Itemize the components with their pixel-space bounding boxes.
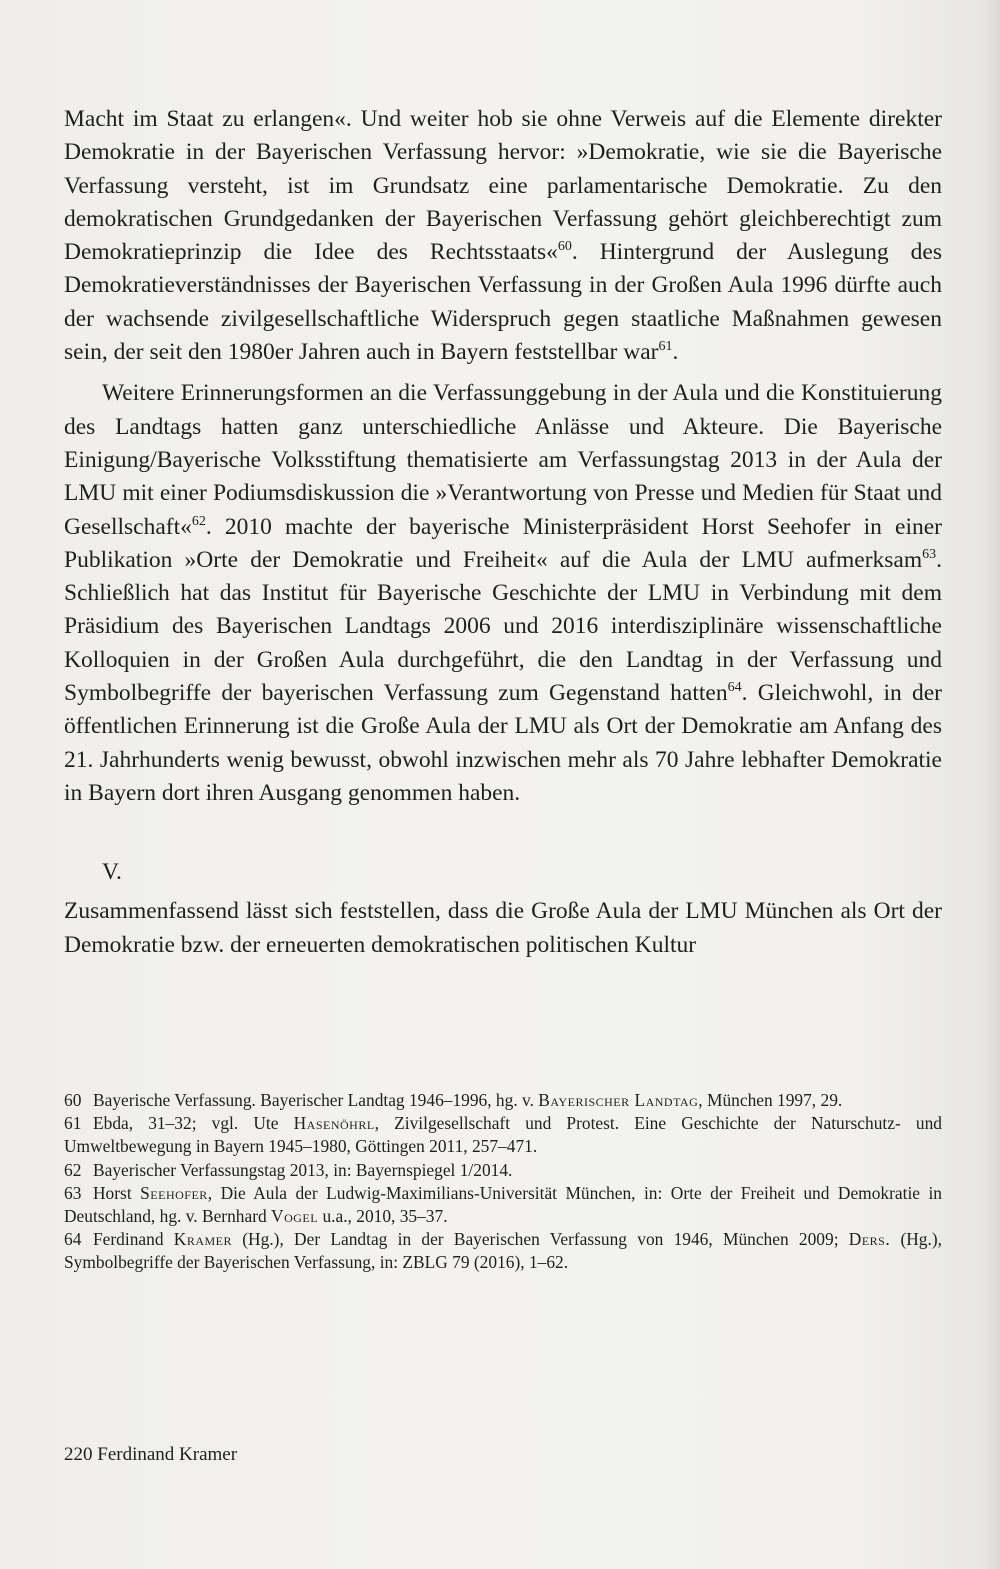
paragraph-2-text-end: . Gleichwohl, in der öffentlichen Erinnerung ist die Große Aula der LMU als Ort der Demokratie am Anfang des 21. Jahrhunderts wenig bewusst, obwohl inzwischen mehr als 70 Jahre lebhafter Demokratie in Bayern dort ihren Ausgang genommen haben. [64, 680, 942, 806]
footnote-number: 62 [64, 1159, 82, 1180]
footnote-number: 63 [64, 1182, 82, 1203]
footnote-author: Seehofer [140, 1182, 208, 1203]
footnote-text: Ebda, 31–32; vgl. Ute [93, 1113, 294, 1134]
footnote-text: Bayerische Verfassung. Bayerischer Landtag 1946–1996, hg. v. [93, 1090, 539, 1110]
footnote-ref-64[interactable]: 64 [727, 680, 742, 696]
footnote-ref-61[interactable]: 61 [658, 339, 673, 355]
footnote-number: 64 [64, 1229, 82, 1250]
paragraph-2-text-c: . Schließlich hat das Institut für Bayerische Geschichte der LMU in Verbindung mit dem Präsidium des Bayerischen Landtags 2006 und 2016 interdisziplinäre wissenschaftliche Kolloquien in der Großen Aula durchgeführt, die den Landtag in der Verfassung und Symbolbegriffe der bayerischen Verfassung zum Gegenstand hatten [64, 546, 942, 707]
paragraph-2-text-b: . 2010 machte der bayerische Ministerpräsident Horst Seehofer in einer Publikation »Orte der Demokratie und Freiheit« auf die Aula der LMU aufmerksam [64, 513, 942, 573]
page-number: 220 [64, 1444, 93, 1465]
footnote-text: (Hg.), Der Landtag in der Bayerischen Verfassung von 1946, München 2009; [232, 1229, 849, 1250]
footnote-text: (Hg.), Symbolbegriffe der Bayerischen Verfassung, in: ZBLG 79 (2016), 1–62. [64, 1229, 942, 1273]
footnote-author: Bayerischer Landtag [538, 1090, 699, 1110]
footnote-text: Horst [93, 1182, 141, 1203]
section-heading: V. [102, 859, 122, 886]
footnote [64, 1112, 942, 1158]
footnote-author: Ders. [848, 1229, 891, 1250]
paragraph-1 [64, 103, 942, 369]
footnote-text: , Die Aula der Ludwig-Maximilians-Universität München, in: Orte der Freiheit und Demokratie in Deutschland, hg. v. Bernhard [64, 1182, 942, 1227]
footnote-author: Hasenöhrl [293, 1113, 375, 1134]
footnote-ref-63[interactable]: 63 [922, 547, 937, 563]
footnote-text: u.a., 2010, 35–37. [318, 1206, 448, 1227]
footnotes [64, 1089, 942, 1275]
footnote [64, 1228, 942, 1274]
footnote-number: 61 [64, 1113, 82, 1134]
paragraph-1-text-b: . Hintergrund der Auslegung des Demokratieverständnisses der Bayerischen Verfassung in der Großen Aula 1996 dürfte auch der wachsende zivilgesellschaftliche Widerspruch gegen staatliche Maßnahmen gewesen sein, der seit den 1980er Jahren auch in Bayern feststellbar war [64, 239, 942, 366]
main-text [64, 103, 942, 962]
footnote [64, 1089, 942, 1112]
footnote-text: , Zivilgesellschaft und Protest. Eine Geschichte der Naturschutz- und Umweltbewegung in Bayern 1945–1980, Göttingen 2011, 257–471. [64, 1113, 942, 1157]
footnote [64, 1182, 942, 1228]
page-edge-shadow [982, 0, 1000, 1569]
page-footer [64, 1443, 237, 1467]
running-author: Ferdinand Kramer [97, 1444, 238, 1465]
footnote-ref-60[interactable]: 60 [557, 239, 572, 255]
paragraph-2-text-a: Weitere Erinnerungsformen an die Verfassunggebung in der Aula und die Konstituierung des Landtags hatten ganz unterschiedliche Anlässe und Akteure. Die Bayerische Einigung/Bayerische Volksstiftung thematisierte am Verfassungstag 2013 in der Aula der LMU mit einer Podiumsdiskussion die »Verantwortung von Presse und Medien für Staat und Gesellschaft« [64, 380, 942, 540]
footnote [64, 1159, 942, 1182]
footnote-text: Ferdinand [93, 1229, 174, 1250]
paragraph-2 [64, 377, 942, 810]
footnote-text: , München 1997, 29. [698, 1090, 843, 1110]
footnote-text: Bayerischer Verfassungstag 2013, in: Bayernspiegel 1/2014. [93, 1159, 513, 1180]
section-paragraph: Zusammenfassend lässt sich feststellen, dass die Große Aula der LMU München als Ort der Demokratie bzw. der erneuerten demokratischen politischen Kultur [64, 898, 942, 958]
footnote-number: 60 [64, 1090, 82, 1110]
footnote-author: Kramer [173, 1229, 233, 1250]
footnote-author: Vogel [271, 1206, 319, 1227]
paragraph-1-text-end: . [672, 339, 679, 366]
footnote-ref-62[interactable]: 62 [191, 513, 206, 529]
paragraph-1-text-a: Macht im Staat zu erlangen«. Und weiter hob sie ohne Verweis auf die Elemente direkter Demokratie in der Bayerischen Verfassung hervor: »Demokratie, wie sie die Bayerische Verfassung versteht, ist im Grundsatz eine parlamentarische Demokratie. Zu den demokratischen Grundgedanken der Bayerischen Verfassung gehört gleichberechtigt zum Demokratieprinzip die Idee des Rechtsstaats« [64, 106, 942, 266]
